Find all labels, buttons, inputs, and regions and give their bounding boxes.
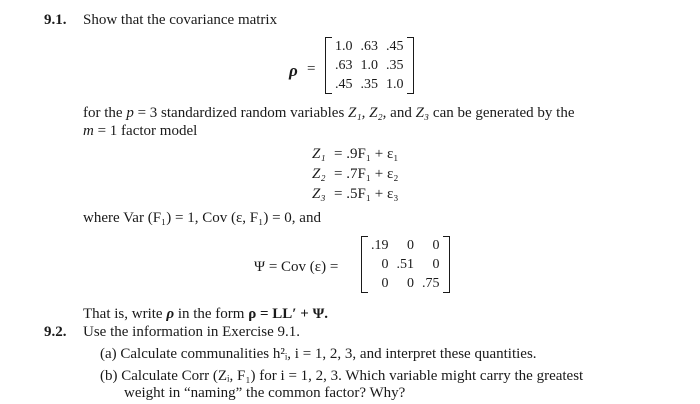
matrix-cell: .63 xyxy=(360,39,378,54)
psi-matrix-row xyxy=(367,274,444,293)
exercise-number-9-2: 9.2. xyxy=(44,324,67,340)
psi-matrix-row xyxy=(367,236,444,255)
text-span: in the form xyxy=(174,306,249,322)
matrix-cell: 0 xyxy=(381,257,389,272)
exercise-9-2-intro: Use the information in Exercise 9.1. xyxy=(83,324,301,340)
text-span: can be generated by the xyxy=(429,105,575,121)
exercise-9-1-intro: Show that the covariance matrix xyxy=(83,12,278,28)
matrix-cell: .35 xyxy=(360,77,378,92)
text-span: That is, write xyxy=(83,306,167,322)
variables-sentence-line-2 xyxy=(83,123,197,140)
rho-symbol: ρ xyxy=(289,61,298,80)
rho-form-expression: ρ = LL′ + Ψ. xyxy=(248,306,329,322)
that-is-sentence xyxy=(83,306,328,323)
z-variables: Z₁, Z₂, xyxy=(348,105,387,121)
rho-matrix-row xyxy=(331,37,408,56)
model-eq-3-rhs: = .5F₁ + ε₃ xyxy=(334,186,399,202)
matrix-cell: 0 xyxy=(407,238,414,253)
exercise-number-9-1: 9.1. xyxy=(44,12,67,28)
p-variable: p xyxy=(126,105,134,121)
where-conditions: where Var (F₁) = 1, Cov (ε, F₁) = 0, and xyxy=(83,210,321,226)
rho-equals: = xyxy=(307,61,316,77)
matrix-cell: 0 xyxy=(432,257,440,272)
model-eq-1-rhs: = .9F₁ + ε₁ xyxy=(334,146,399,162)
text-span: = 1 factor model xyxy=(93,123,198,139)
matrix-cell: 0 xyxy=(381,276,389,291)
matrix-cell: 1.0 xyxy=(386,77,404,92)
variables-sentence-line-1 xyxy=(83,105,575,122)
matrix-cell: .45 xyxy=(386,39,404,54)
text-span: and xyxy=(386,105,416,121)
model-eq-3-lhs: Z₃ xyxy=(312,186,326,202)
matrix-cell: .75 xyxy=(422,276,440,291)
matrix-cell: 0 xyxy=(407,276,414,291)
model-eq-2-lhs: Z₂ xyxy=(312,166,326,182)
model-eq-1-lhs: Z₁ xyxy=(312,146,326,162)
matrix-cell: 1.0 xyxy=(335,39,353,54)
psi-matrix xyxy=(361,236,450,293)
matrix-cell: .51 xyxy=(396,257,414,272)
model-eq-2-rhs: = .7F₁ + ε₂ xyxy=(334,166,399,182)
rho-matrix-row xyxy=(331,75,408,94)
part-a: (a) Calculate communalities h²ᵢ, i = 1, 2, 3, and interpret these quantities. xyxy=(100,346,537,362)
rho-matrix xyxy=(325,37,414,94)
text-span: = 3 standardized random variables xyxy=(133,105,349,121)
m-variable: m xyxy=(83,123,94,139)
psi-lhs: Ψ = Cov (ε) = xyxy=(254,259,339,275)
rho-inline: ρ xyxy=(166,306,175,322)
part-b-line-2: weight in “naming” the common factor? Why? xyxy=(124,385,406,401)
matrix-cell: .45 xyxy=(335,77,353,92)
psi-matrix-row xyxy=(367,255,444,274)
matrix-cell: .35 xyxy=(386,58,404,73)
rho-matrix-row xyxy=(331,56,408,75)
text-span: for the xyxy=(83,105,127,121)
matrix-cell: .19 xyxy=(371,238,389,253)
matrix-cell: .63 xyxy=(335,58,353,73)
z3-variable: Z₃ xyxy=(415,105,430,121)
part-b-line-1: (b) Calculate Corr (Zᵢ, F₁) for i = 1, 2, 3. Which variable might carry the greatest xyxy=(100,368,584,384)
matrix-cell: 0 xyxy=(432,238,440,253)
matrix-cell: 1.0 xyxy=(360,58,378,73)
